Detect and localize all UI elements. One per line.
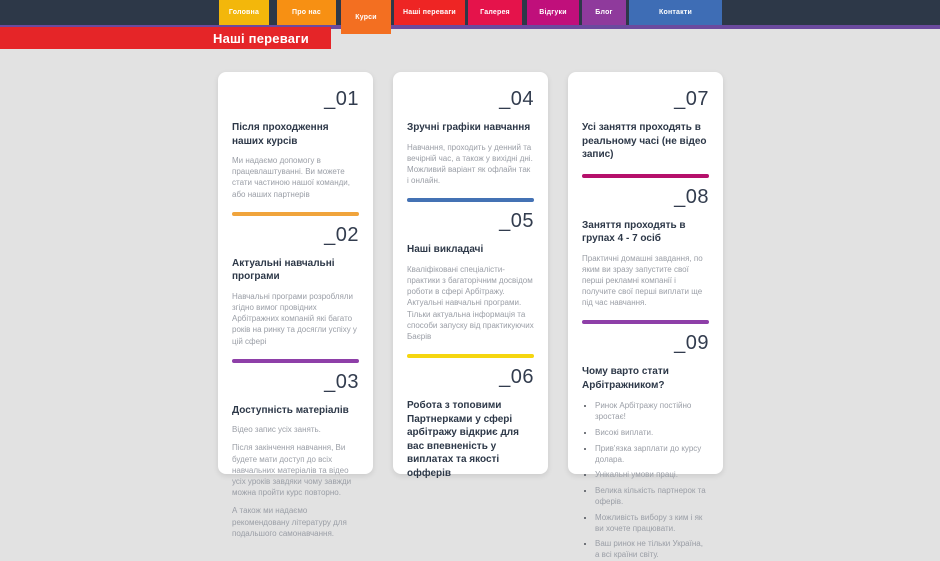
tab-pro-nas[interactable]: Про нас: [277, 0, 336, 25]
section-number: _07: [674, 88, 709, 110]
section-number: _03: [324, 370, 359, 393]
tab-halereia[interactable]: Галерея: [468, 0, 522, 25]
section-number: _06: [499, 366, 534, 389]
section-heading: Після проходження наших курсів: [232, 122, 329, 147]
advantages-card-2: [393, 72, 548, 479]
list-item: • Унікальні умови праці.: [595, 470, 709, 481]
section-heading: Заняття проходять в групах 4 - 7 осіб: [582, 219, 686, 244]
tab-bloh[interactable]: Блог: [582, 0, 626, 25]
list-item: • Велика кількість партнерок та оферів.: [595, 486, 709, 508]
section-heading: Зручні графіки навчання: [407, 122, 531, 133]
section-body: [232, 155, 359, 200]
section-body: [582, 253, 709, 309]
section-number: _09: [674, 332, 709, 355]
section-number: _04: [499, 88, 534, 110]
tab-kontakty[interactable]: Контакти: [629, 0, 722, 25]
section-number: _05: [499, 210, 534, 233]
section-divider: [232, 212, 359, 216]
list-item: • Ваш ринок не тільки Україна, а всі країни світу.: [595, 539, 709, 561]
list-item: • Високі виплати.: [595, 428, 709, 439]
tab-kursy[interactable]: Курси: [341, 0, 391, 34]
body-paragraph: Ми надаємо допомогу в працевлаштуванні. Ви можете стати частиною нашої команди, або наших партнерів: [232, 156, 350, 199]
section-heading: Усі заняття проходять в реальному часі (не відео запис): [582, 122, 707, 160]
section-number: _01: [324, 88, 359, 110]
section-body: [407, 264, 534, 342]
section-divider: [582, 320, 709, 324]
advantages-card-1: [218, 72, 373, 538]
section-number: _02: [324, 223, 359, 246]
section-number: _08: [674, 185, 709, 208]
body-paragraph: Після закінчення навчання, Ви будете мати доступ до всіх навчальних матеріалів та відео усіх уроків завдяки чому завжди можна пройти курс повторно.: [232, 443, 352, 498]
section-body: [407, 142, 534, 187]
tab-holovna[interactable]: Головна: [219, 0, 269, 25]
body-paragraph: А також ми надаємо рекомендовану літературу для подальшого самонавчання.: [232, 506, 347, 538]
section-body: [232, 291, 359, 347]
section-divider: [582, 174, 709, 178]
section-heading: Робота з топовими Партнерками у сфері арбітражу відкриє для вас впевненість у виплатах та якості офферів: [407, 400, 519, 479]
benefits-list: [582, 401, 709, 561]
list-item: • Можливість вибору з ким і як ви хочете працювати.: [595, 513, 709, 535]
section-heading: Наші викладачі: [407, 244, 484, 256]
section-divider: [407, 198, 534, 202]
body-paragraph: Навчальні програми розробляли згідно вимог провідних Арбітражних компаній які багато років на ринку та досягли успіху у цій сфері: [232, 291, 357, 346]
section-body: [232, 424, 359, 539]
tab-vidhuky[interactable]: Відгуки: [527, 0, 579, 25]
section-heading: Доступність матеріалів: [232, 404, 349, 416]
tab-nashi-perevahy[interactable]: Наші переваги: [394, 0, 465, 25]
list-item: • Ринок Арбітражу постійно зростає!: [595, 401, 709, 423]
body-paragraph: Навчання, проходить у денний та вечірній час, а також у вихідні дні. Можливий варіант як офлайн так і онлайн.: [407, 142, 533, 186]
body-paragraph: Кваліфіковані спеціалісти-практики з багаторічним досвідом роботи в сфері Арбітражу. Актуальні навчальні програми. Тільки актуальна інформація та способи запуску від практикуючих Баєрів: [407, 264, 534, 341]
body-paragraph: Практичні домашні завдання, по яким ви зразу запустите свої перші рекламні компанії і получите свої перші виплати ще під час навчання.: [582, 253, 703, 308]
section-divider: [407, 354, 534, 358]
list-item: • Прив'язка зарплати до курсу долара.: [595, 444, 709, 466]
section-heading: Актуальні навчальні програми: [232, 257, 335, 283]
page-title-banner: Наші переваги: [0, 27, 331, 49]
body-paragraph: Відео запис усіх занять.: [232, 425, 321, 435]
section-divider: [232, 359, 359, 363]
section-heading: Чому варто стати Арбітражником?: [582, 366, 669, 391]
advantages-card-3: [568, 72, 723, 560]
